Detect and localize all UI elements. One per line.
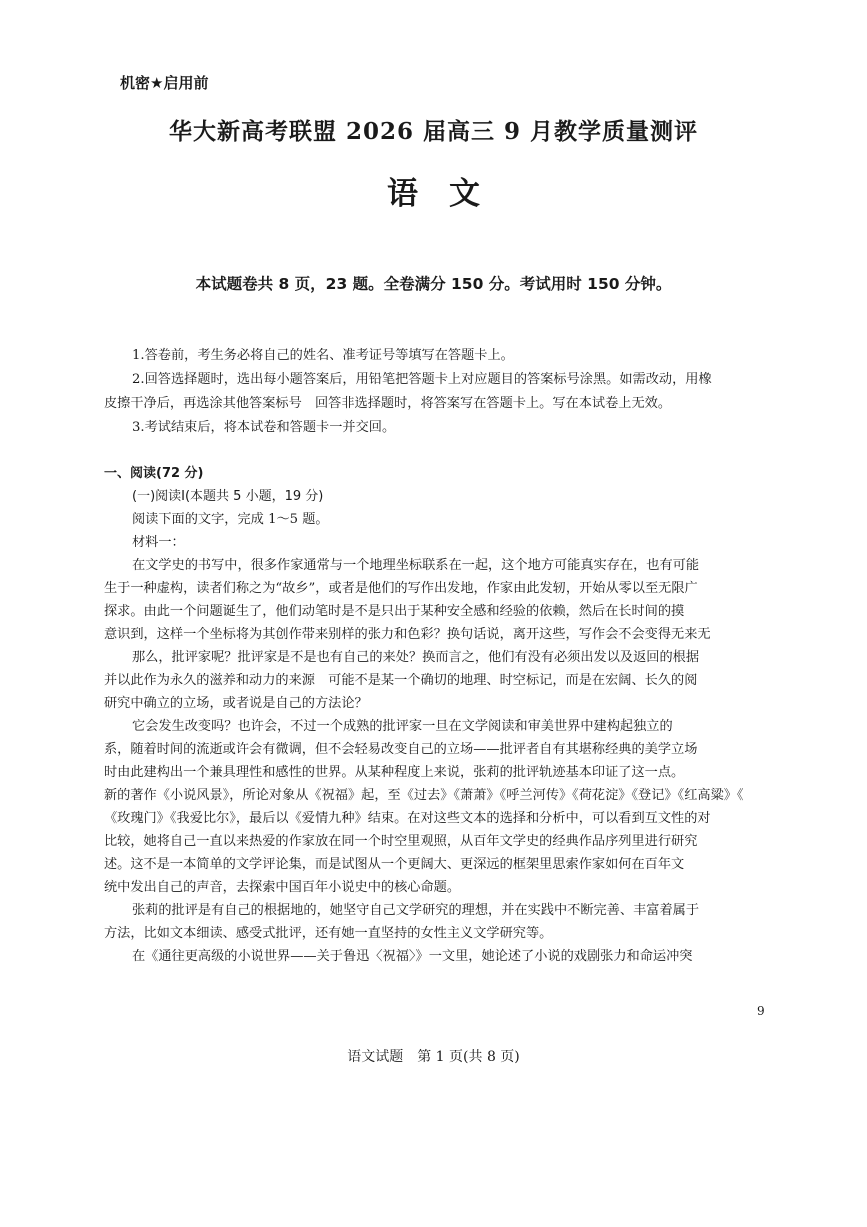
paragraph-line: 比较，她将自己一直以来热爱的作家放在同一个时空里观照，从百年文学史的经典作品序列里进行研究 [104,834,698,849]
reading-section [104,462,780,968]
section-heading: 一、阅读(72 分) [104,466,204,481]
paragraph-line: 在《通往更高级的小说世界——关于鲁迅〈祝福〉》一文里，她论述了小说的戏剧张力和命运冲突 [132,949,693,964]
notice-block [104,344,780,440]
instruction: 阅读下面的文字，完成 1～5 题。 [132,512,329,527]
page-footer: 语文试题 第 1 页(共 8 页) [347,1049,520,1065]
notice-line: 3.考试结束后，将本试卷和答题卡一并交回。 [132,420,396,435]
material-label: 材料一： [132,535,185,550]
confidential-label: 机密★启用前 [120,74,209,92]
paragraph-line: 它会发生改变吗？也许会，不过一个成熟的批评家一旦在文学阅读和审美世界中建构起独立的 [132,719,673,734]
page-edge-mark: 9 [757,1004,765,1018]
paragraph-line: 那么，批评家呢？批评家是不是也有自己的来处？换而言之，他们有没有必须出发以及返回的根据 [132,650,700,665]
paragraph-line: 并以此作为永久的滋养和动力的来源 可能不是某一个确切的地理、时空标记，而是在宏阔、长久的阅 [104,673,698,688]
paragraph-line: 系，随着时间的流逝或许会有微调，但不会轻易改变自己的立场——批评者自有其堪称经典的美学立场 [104,742,698,757]
paragraph-line: 在文学史的书写中，很多作家通常与一个地理坐标联系在一起，这个地方可能真实存在，也有可能 [132,558,700,573]
paragraph-line: 意识到，这样一个坐标将为其创作带来别样的张力和色彩？换句话说，离开这些，写作会不会变得无来无 [104,627,711,642]
paragraph-line: 探求。由此一个问题诞生了，他们动笔时是不是只出于某种安全感和经验的依赖，然后在长时间的摸 [104,604,685,619]
paragraph-line: 研究中确立的立场，或者说是自己的方法论？ [104,696,368,711]
paragraph-line: 《玫瑰门》《我爱比尔》，最后以《爱情九种》结束。在对这些文本的选择和分析中，可以看到互文性的对 [104,811,711,826]
exam-info: 本试题卷共 8 页，23 题。全卷满分 150 分。考试用时 150 分钟。 [195,275,672,293]
sub-heading: (一)阅读Ⅰ(本题共 5 小题，19 分) [132,489,324,504]
paragraph-line: 生于一种虚构，读者们称之为“故乡”，或者是他们的写作出发地，作家由此发轫，开始从零以至无限广 [104,581,698,596]
notice-line: 1.答卷前，考生务必将自己的姓名、准考证号等填写在答题卡上。 [132,348,514,363]
subject-title: 语 文 [387,176,480,212]
notice-line: 2.回答选择题时，选出每小题答案后，用铅笔把答题卡上对应题目的答案标号涂黑。如需改动，用橡 [132,372,712,387]
paragraph-line: 新的著作《小说风景》，所论对象从《祝福》起，至《过去》《萧萧》《呼兰河传》《荷花淀》《登记》《红高粱》《 [104,788,744,803]
notice-line: 皮擦干净后，再选涂其他答案标号 回答非选择题时，将答案写在答题卡上。写在本试卷上无效。 [104,396,672,411]
paragraph-line: 述。这不是一本简单的文学评论集，而是试图从一个更阔大、更深远的框架里思索作家如何在百年文 [104,857,685,872]
paragraph-line: 时由此建构出一个兼具理性和感性的世界。从某种程度上来说，张莉的批评轨迹基本印证了这一点。 [104,765,685,780]
paragraph-line: 方法，比如文本细读、感受式批评，还有她一直坚持的女性主义文学研究等。 [104,926,553,941]
paragraph-line: 张莉的批评是有自己的根据地的，她坚守自己文学研究的理想，并在实践中不断完善、丰富着属于 [132,903,700,918]
exam-title: 华大新高考联盟 2026 届高三 9 月教学质量测评 [168,118,699,145]
paragraph-line: 统中发出自己的声音，去探索中国百年小说史中的核心命题。 [104,880,461,895]
